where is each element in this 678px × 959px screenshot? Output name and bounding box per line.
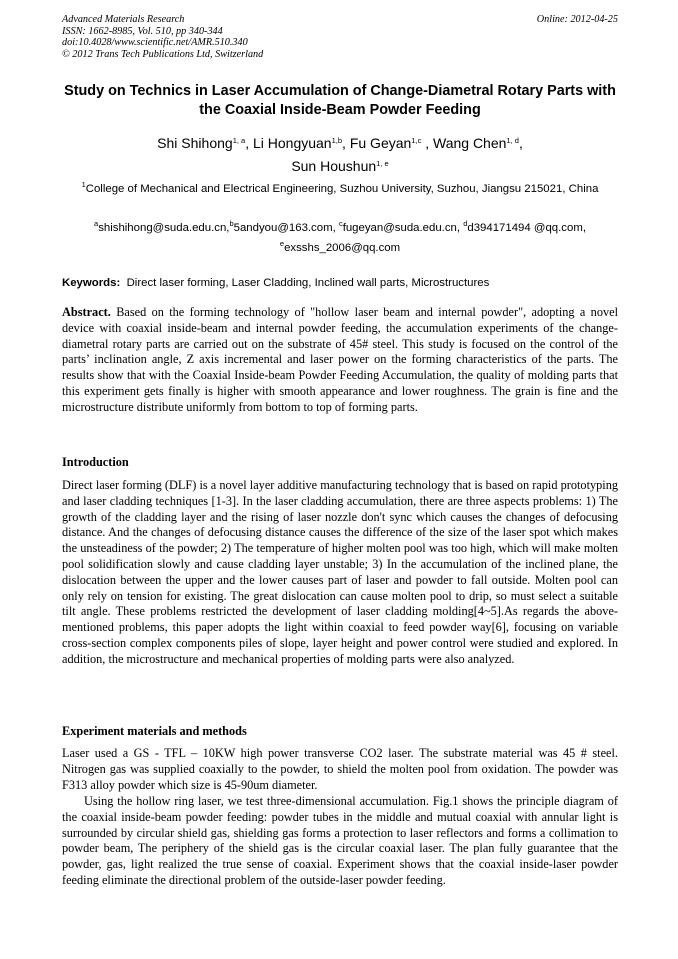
keywords [62,276,618,291]
author-name: Shi Shihong [157,135,233,151]
author-name: Sun Houshun [291,158,377,174]
email-mark: d [463,219,468,228]
author-affil-mark: 1,c [411,136,422,145]
affiliation-text: College of Mechanical and Electrical Engineering, Suzhou University, Suzhou, Jiangsu 215021, China [85,183,599,195]
abstract-text: Based on the forming technology of "hollow laser beam and internal powder", adopting a novel device with coaxial inside-beam and internal powder feeding, the accumulation experiments of the change-diametral rotary parts are carried out on the substrate of 45# steel. This study is focused on the control of the parts’ inclination angle, Z axis incremental and laser power on the forming characteristics of the parts. The results show that with the Coaxial Inside-beam Powder Feeding Accumulation, the quality of molding parts that this experiment gets finally is higher with smooth appearance and lower roughness. The grain is fine and the microstructure distribute uniformly from bottom to top of forming parts. [62,305,619,414]
author-affil-mark: 1, d [506,136,519,145]
affiliation [62,182,618,198]
email-mark: c [338,219,343,228]
author-affil-mark: 1, a [232,136,246,145]
issn-line: ISSN: 1662-8985, Vol. 510, pp 340-344 [62,25,223,37]
methods-text-1: Laser used a GS - TFL – 10KW high power transverse CO2 laser. The substrate material was 45 # steel. Nitrogen gas was supplied coaxially to the powder, to shield the molten pool from oxidation. The powder was F313 alloy powder which size is 45-90um diameter. [62,746,618,792]
affiliation-mark: 1 [81,180,86,189]
email-address[interactable]: 5andyou@163.com [233,222,333,234]
email-separator: , [456,222,464,234]
author-separator: , [342,135,350,151]
author-separator: , [421,135,433,151]
email-mark: e [279,238,285,248]
keywords-label: Keywords: [62,277,121,289]
email-address[interactable]: fugeyan@suda.edu.cn [342,222,457,234]
section-heading-methods: Experiment materials and methods [62,724,247,738]
methods-text-2: Using the hollow ring laser, we test three-dimensional accumulation. Fig.1 shows the principle diagram of the coaxial inside-beam powder feeding: powder tubes in the middle and mutual coaxial with annular light is surrounded by circular shield gas, shielding gas forms a protection to laser reflectors and forms a collimation to powder beam, The periphery of the shield gas is the circular coaxial laser. The plan fully guarantee that the powder, gas, light realized the true sense of coaxial. Experiment shows that the coaxial inside-laser powder feeding eliminate the directional problem of the outside-laser powder feeding. [62,794,618,887]
email-separator: , [332,222,339,234]
email-address[interactable]: exsshs_2006@qq.com [284,241,401,254]
author-affil-mark: 1, e [376,159,389,168]
journal-name: Advanced Materials Research [62,14,185,25]
email-mark: a [94,219,99,228]
keywords-text: Direct laser forming, Laser Cladding, Inclined wall parts, Microstructures [126,277,490,289]
paper-title: Study on Technics in Laser Accumulation of Change-Diametral Rotary Parts with the Coaxial Inside-Beam Powder Feeding [64,83,616,118]
introduction-text: Direct laser forming (DLF) is a novel layer additive manufacturing technology that is based on rapid prototyping and laser cladding techniques [1-3]. In the laser cladding accumulation, there are three aspects problems: 1) The growth of the cladding layer and the rising of laser nozzle don't sync which causes the changes of defocusing distance. And the changes of defocusing distance causes the difference of the size of the laser spot which makes the unsteadiness of the powder; 2) The temperature of higher molten pool was too high, which will make molten pool solidification slowly and cause cladding layer unstable; 3) In the accumulation of the inclined plane, the dislocation between the upper and the lower causes part of laser and powder to fall outside. Molten pool can only rely on tension for existing. The great dislocation can cause molten pool to drip, so must select a suitable tilt angle. These problems restricted the development of laser cladding molding[4~5].As regards the above-mentioned problems, this paper adopts the light within coaxial to feed powder way[6], focusing on variable cross-section complex components piles of slope, layer height and power control were studied and explored. In addition, the microstructure and mechanical properties of molding parts were also analyzed. [62,478,618,666]
copyright-line: © 2012 Trans Tech Publications Ltd, Switzerland [62,48,264,60]
email-address[interactable]: d394171494 @qq.com [467,222,583,234]
email-separator: , [582,222,586,234]
author-name: Wang Chen [433,135,507,151]
methods-paragraph-1 [62,746,618,793]
email-address[interactable]: shishihong@suda.edu.cn [98,222,227,234]
online-date: Online: 2012-04-25 [536,14,618,25]
author-affil-mark: 1,b [331,136,343,145]
journal-header [62,14,618,60]
author-separator: , [518,135,523,151]
abstract [62,305,618,416]
author-list [62,132,618,178]
email-mark: b [229,219,234,228]
doi-line: doi:10.4028/www.scientific.net/AMR.510.340 [62,37,248,49]
section-heading-introduction: Introduction [62,455,129,469]
author-name: Fu Geyan [349,135,412,151]
author-name: Li Hongyuan [252,135,332,151]
email-separator: , [226,222,230,234]
email-list [62,219,618,258]
abstract-label: Abstract. [62,305,111,319]
author-separator: , [245,135,253,151]
methods-paragraph-2 [62,794,618,889]
introduction-paragraph [62,478,618,668]
